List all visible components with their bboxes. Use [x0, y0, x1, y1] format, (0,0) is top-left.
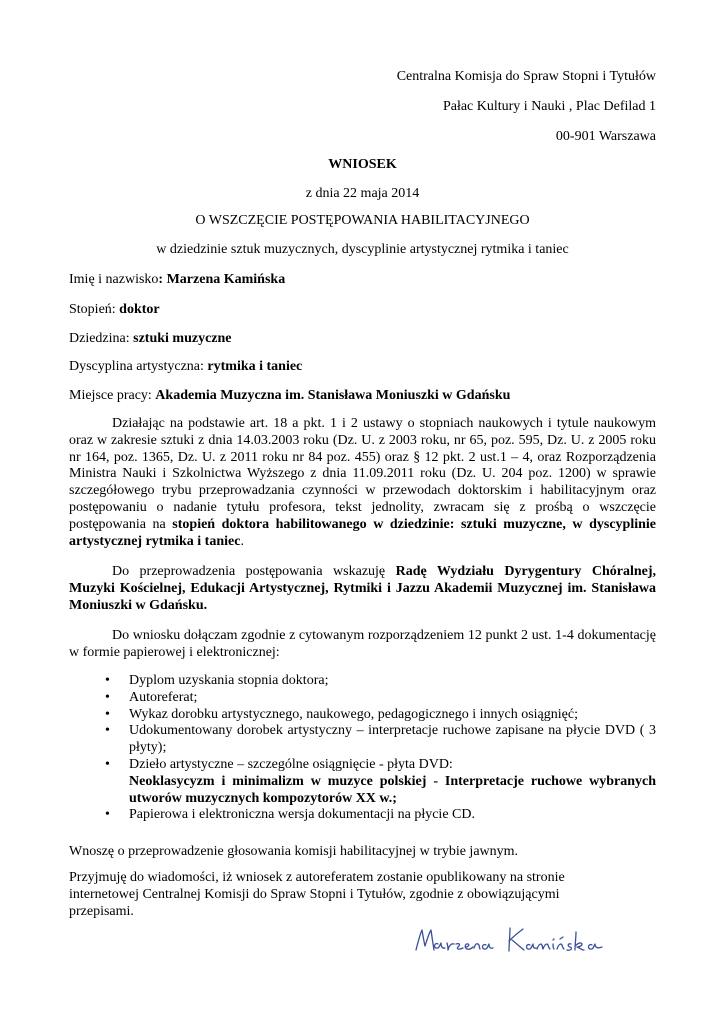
handwritten-signature — [412, 920, 612, 960]
legal-basis-text: Działając na podstawie art. 18 a pkt. 1 i 2 ustawy o stopniach naukowych i tytule naukowym oraz w zakresie sztuki z dnia 14.03.2003 roku (Dz. U. z 2003 roku, nr 65, poz. 595, Dz. U. z 2005 roku nr 164, poz. 1365, Dz. U. z 2011 roku nr 84 poz. 455) oraz § 12 pkt. 2 ust.1 – 4, oraz Rozporządzenia Ministra Nauki i Szkolnictwa Wyższego z dnia 11.09.2011 roku (Dz. U. 204 poz. 1200) w sprawie szczegółowego trybu przeprowadzania czynności w przewodach doktorskim i habilitacyjnym oraz postępowaniu o nadanie tytułu profesora, tekst jednolity, zwracam się z prośbą o wszczęcie postępowania na — [69, 416, 656, 532]
document-title: WNIOSEK — [328, 157, 397, 172]
artwork-intro: Dzieło artystyczne – szczególne osiągnięcie - płyta DVD: — [129, 756, 453, 772]
list-item: • Wykaz dorobku artystycznego, naukowego, pedagogicznego i innych osiągnięć; — [69, 707, 656, 724]
list-item — [69, 757, 656, 807]
council-paragraph — [69, 564, 656, 614]
domain-field — [69, 331, 232, 347]
list-item: • Udokumentowany dorobek artystyczny – interpretacje ruchowe zapisane na płycie DVD ( 3 płyty); — [69, 723, 656, 757]
signature-stroke — [474, 944, 480, 949]
workplace-field — [69, 388, 510, 404]
signature-stroke — [557, 937, 564, 949]
signature-stroke — [509, 928, 524, 951]
publication-consent: Przyjmuję do wiadomości, iż wniosek z autoreferatem zostanie opublikowany na stronie internetowej Centralnej Komisji do Spraw Stopni i Tytułów, zgodnie z obowiązującymi przepisami. — [69, 870, 565, 919]
applicant-name-field: Imię i nazwisko: Marzena Kamińska — [69, 272, 286, 287]
document-field-line: w dziedzinie sztuk muzycznych, dyscyplinie artystycznej rytmika i taniec — [156, 242, 569, 257]
recipient-address: Pałac Kultury i Nauki , Plac Defilad 1 — [442, 99, 656, 114]
list-item: • Dyplom uzyskania stopnia doktora; — [69, 673, 656, 690]
signature-stroke — [553, 939, 554, 949]
applicant-name-label: Imię i nazwisko — [69, 272, 159, 287]
signature-stroke — [483, 944, 493, 949]
discipline-field — [69, 359, 302, 375]
workplace-value: Akademia Muzyczna im. Stanisława Moniuszki w Gdańsku — [155, 388, 511, 403]
requested-degree: stopień doktora habilitowanego w dziedzinie: sztuki muzyczne, w dyscyplinie artystycznej rytmika i taniec — [69, 516, 656, 549]
workplace-label: Miejsce pracy: — [69, 388, 152, 403]
degree-field — [69, 302, 160, 318]
artwork-title: Neoklasycyzm i minimalizm w muzyce polskiej - Interpretacje ruchowe wybranych utworów muzycznych kompozytorów XX w.; — [129, 773, 656, 806]
vote-request: Wnoszę o przeprowadzenie głosowania komisji habilitacyjnej w trybie jawnym. — [69, 844, 519, 859]
signature-stroke — [575, 932, 584, 950]
council-name: Radę Wydziału Dyrygentury Chóralnej, Muzyki Kościelnej, Edukacji Artystycznej, Rytmiki i Jazzu Akademii Muzycznej im. Stanisława Moniuszki w Gdańsku. — [69, 564, 656, 613]
signature-stroke — [456, 944, 463, 949]
signature-stroke — [416, 930, 434, 950]
legal-basis-end: . — [240, 533, 244, 549]
signature-stroke — [589, 944, 602, 949]
document-date: z dnia 22 maja 2014 — [305, 186, 420, 201]
signature-stroke — [567, 944, 571, 950]
council-intro: Do przeprowadzenia postępowania wskazuję — [112, 564, 396, 579]
attachments-list — [69, 673, 656, 824]
signature-stroke — [447, 943, 454, 950]
legal-basis-paragraph — [69, 416, 656, 550]
discipline-value: rytmika i taniec — [207, 359, 303, 374]
list-item: • Autoreferat; — [69, 690, 656, 707]
recipient-name: Centralna Komisja do Spraw Stopni i Tytułów — [396, 69, 656, 84]
document-subject: O WSZCZĘCIE POSTĘPOWANIA HABILITACYJNEGO — [195, 213, 530, 228]
degree-label: Stopień: — [69, 302, 116, 317]
domain-label: Dziedzina: — [69, 331, 130, 346]
recipient-city: 00-901 Warszawa — [555, 129, 656, 144]
list-item: • Papierowa i elektroniczna wersja dokumentacji na płycie CD. — [69, 807, 656, 824]
signature-stroke — [527, 944, 536, 949]
applicant-name-value: Marzena Kamińska — [166, 272, 286, 287]
signature-stroke — [435, 943, 445, 948]
attachments-intro-paragraph: Do wniosku dołączam zgodnie z cytowanym rozporządzeniem 12 punkt 2 ust. 1-4 dokumentację w formie papierowej i elektronicznej: — [69, 628, 656, 660]
domain-value: sztuki muzyczne — [133, 331, 232, 346]
discipline-label: Dyscyplina artystyczna: — [69, 359, 204, 374]
signature-stroke — [465, 944, 473, 949]
signature-stroke — [537, 944, 550, 949]
degree-value: doktor — [119, 302, 160, 317]
